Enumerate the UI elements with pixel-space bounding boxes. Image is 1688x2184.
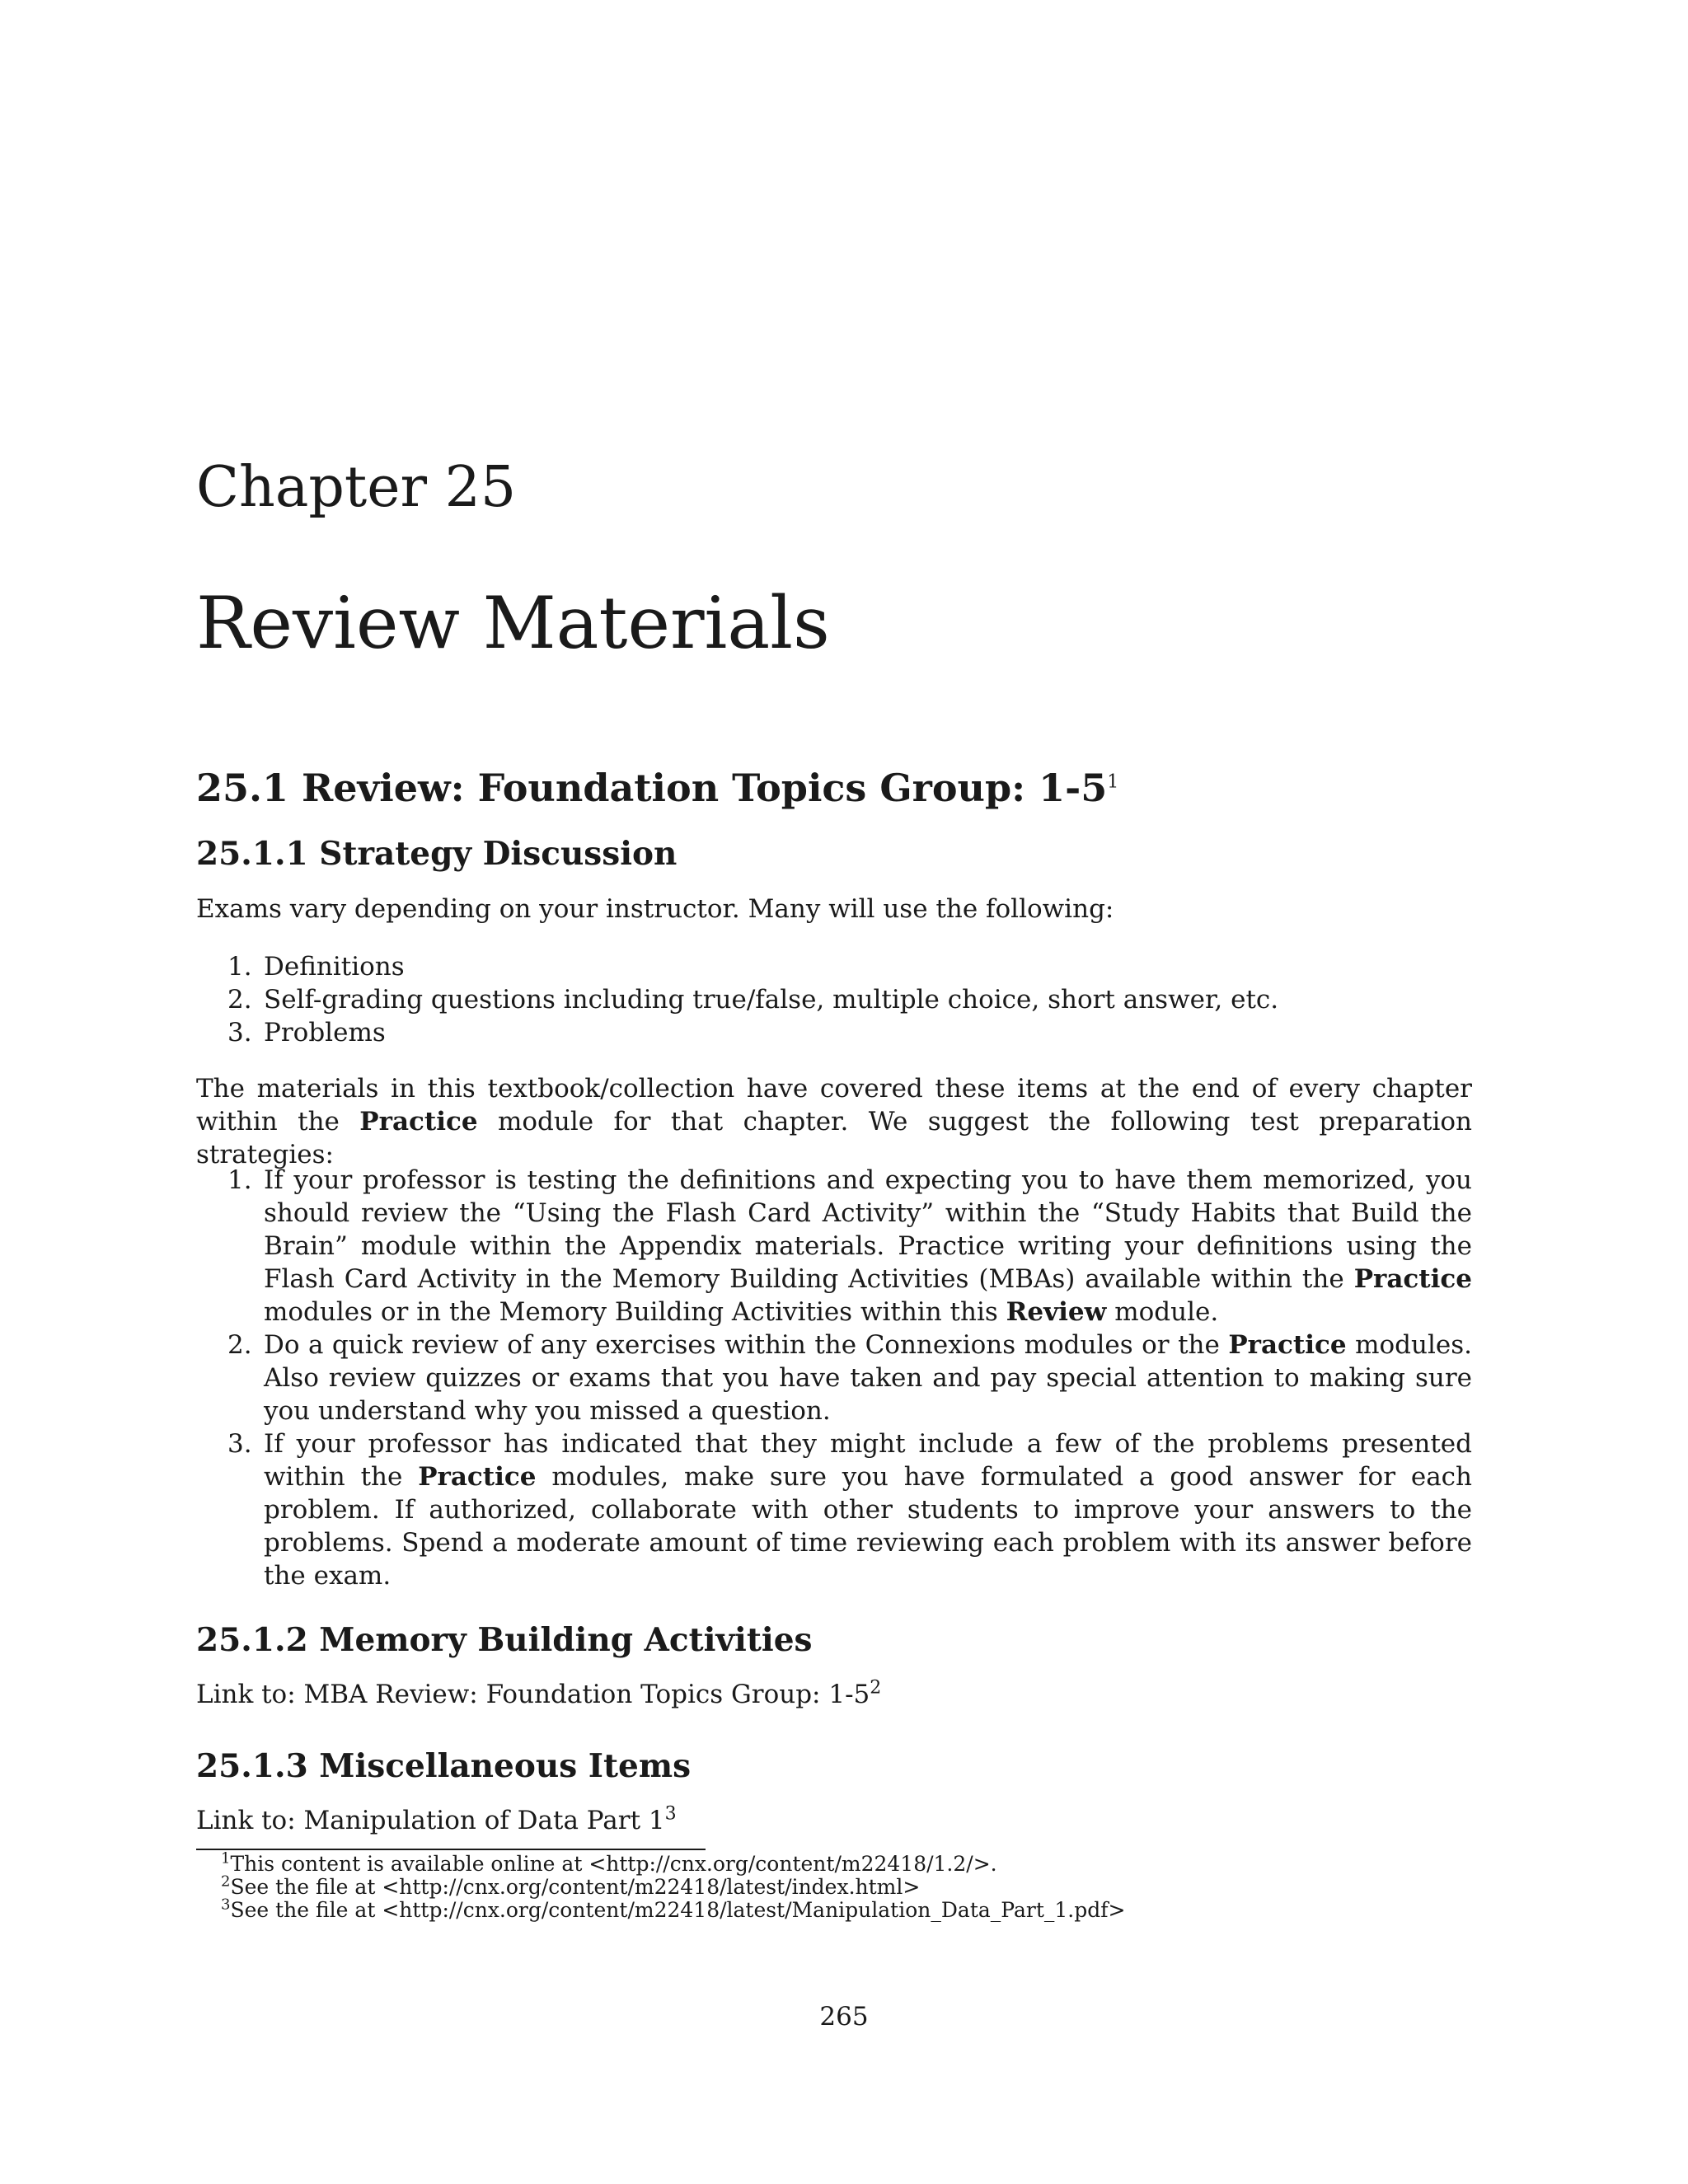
list-item bbox=[196, 1016, 1472, 1049]
list-number: 1. bbox=[227, 1165, 252, 1195]
list-item bbox=[196, 983, 1472, 1016]
paragraph-text: module for that chapter. We suggest the following test preparation strategies: bbox=[196, 1107, 1473, 1169]
footnotes bbox=[221, 1849, 1126, 1922]
misc-heading: 25.1.3 Miscellaneous Items bbox=[196, 1747, 692, 1785]
footnote-ref-2[interactable]: 2 bbox=[870, 1677, 882, 1699]
footnote-mark: 3 bbox=[221, 1896, 231, 1914]
practice-bold: Practice bbox=[418, 1462, 537, 1492]
strategy-intro: Exams vary depending on your instructor. Many will use the following: bbox=[196, 894, 1114, 924]
step-text: Do a quick review of any exercises within the Connexions modules or the bbox=[264, 1330, 1220, 1360]
step-text: modules. Also review quizzes or exams that you have taken and pay special attention to making sure you understand why you missed a question. bbox=[264, 1330, 1472, 1426]
list-number: 1. bbox=[227, 952, 252, 982]
list-item bbox=[196, 1164, 1472, 1329]
footnote-2 bbox=[221, 1872, 1125, 1899]
footnote-mark: 1 bbox=[221, 1849, 231, 1868]
footnote-1 bbox=[221, 1849, 1125, 1876]
practice-bold: Practice bbox=[1228, 1330, 1347, 1360]
list-item bbox=[196, 950, 1472, 983]
footnote-text[interactable]: This content is available online at <http://cnx.org/content/m22418/1.2/>. bbox=[230, 1852, 997, 1876]
mba-link-text[interactable]: Link to: MBA Review: Foundation Topics Group: 1-5 bbox=[196, 1680, 870, 1709]
list-number: 2. bbox=[227, 1330, 252, 1360]
review-bold: Review bbox=[1006, 1297, 1107, 1327]
step-text: If your professor is testing the definitions and expecting you to have them memorized, you should review the “Using the Flash Card Activity” within the “Study Habits that Build the Brain” module within the Appendix materials. Practice writing your definitions using the Flash Card Activity in the Memory Building Activities (MBAs) available within the bbox=[264, 1165, 1472, 1294]
strategy-heading: 25.1.1 Strategy Discussion bbox=[196, 835, 678, 873]
list-number: 2. bbox=[227, 985, 252, 1015]
strategy-paragraph bbox=[196, 1072, 1472, 1171]
list-item-text: Self-grading questions including true/false, multiple choice, short answer, etc. bbox=[264, 985, 1279, 1015]
misc-link-text[interactable]: Link to: Manipulation of Data Part 1 bbox=[196, 1806, 665, 1835]
footnote-divider bbox=[196, 1849, 706, 1850]
footnote-text[interactable]: See the file at <http://cnx.org/content/m22418/latest/Manipulation_Data_Part_1.pdf> bbox=[230, 1898, 1126, 1922]
list-item bbox=[196, 1329, 1472, 1427]
section-heading bbox=[196, 765, 1118, 811]
paragraph-text: The materials in this textbook/collection have covered these items at the end of every chapter within the bbox=[196, 1074, 1472, 1137]
strategy-steps-list bbox=[196, 1164, 1472, 1592]
step-text: modules or in the Memory Building Activities within this bbox=[264, 1297, 998, 1327]
footnote-ref-3[interactable]: 3 bbox=[664, 1803, 677, 1825]
list-item bbox=[196, 1427, 1472, 1592]
footnote-mark: 2 bbox=[221, 1872, 231, 1891]
list-item-text: Problems bbox=[264, 1018, 386, 1047]
step-text: If your professor has indicated that they might include a few of the problems presented within the bbox=[264, 1429, 1472, 1492]
list-number: 3. bbox=[227, 1018, 252, 1047]
exam-types-list bbox=[196, 950, 1472, 1049]
footnote-text[interactable]: See the file at <http://cnx.org/content/m22418/latest/index.html> bbox=[230, 1875, 921, 1899]
chapter-title: Review Materials bbox=[196, 581, 830, 665]
step-text: module. bbox=[1114, 1297, 1219, 1327]
practice-bold: Practice bbox=[359, 1107, 478, 1137]
step-text: modules, make sure you have formulated a good answer for each problem. If authorized, collaborate with other students to improve your answers to the problems. Spend a moderate amount of time reviewing each problem with its answer before the exam. bbox=[264, 1462, 1473, 1591]
chapter-label: Chapter 25 bbox=[196, 455, 517, 520]
footnote-3 bbox=[221, 1896, 1126, 1922]
list-number: 3. bbox=[227, 1429, 252, 1459]
list-item-text: Definitions bbox=[264, 952, 405, 982]
misc-link[interactable] bbox=[196, 1804, 1472, 1837]
mba-heading: 25.1.2 Memory Building Activities bbox=[196, 1621, 813, 1659]
page-number: 265 bbox=[819, 2002, 869, 2032]
section-heading-text: 25.1 Review: Foundation Topics Group: 1-5 bbox=[196, 766, 1108, 810]
practice-bold: Practice bbox=[1353, 1264, 1472, 1294]
mba-link[interactable] bbox=[196, 1678, 1472, 1711]
footnote-ref-1[interactable]: 1 bbox=[1107, 771, 1119, 793]
